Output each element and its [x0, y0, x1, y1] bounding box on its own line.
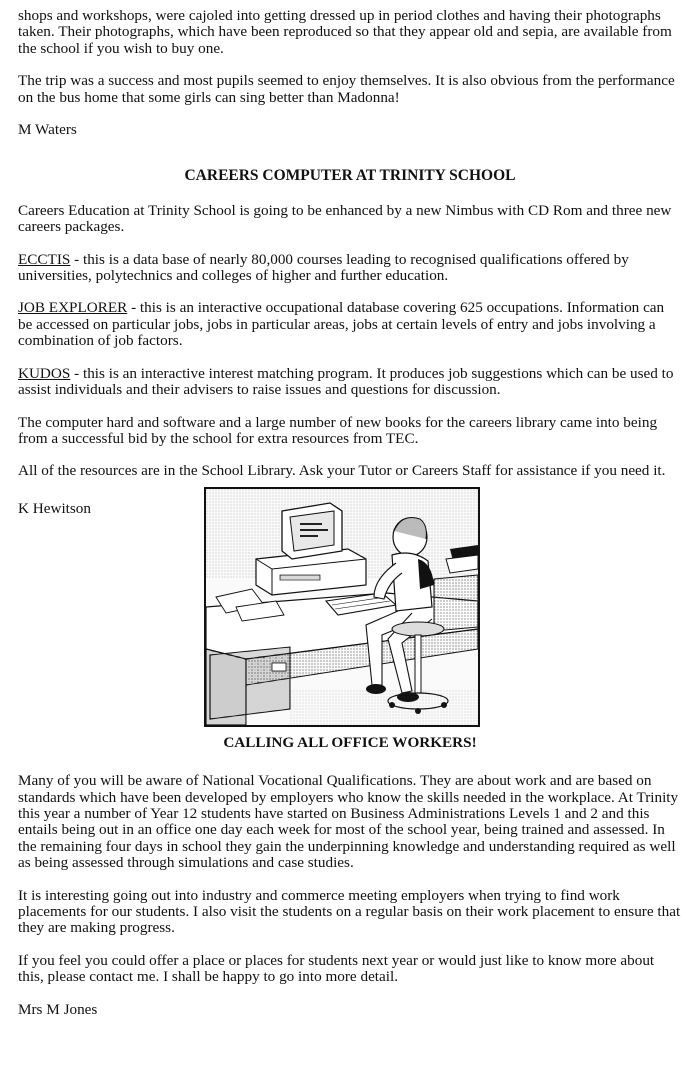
- signature-k-hewitson: K Hewitson: [18, 499, 91, 517]
- package-name: JOB EXPLORER: [18, 299, 128, 317]
- office-paragraph-2: It is interesting going out into industry and commerce meeting employers when trying to find work placements for our students. I also visit the students on a regular basis on their work placement to ensure that they are making progress.: [18, 886, 681, 937]
- package-name: KUDOS: [18, 364, 71, 382]
- package-ecctis: [18, 252, 682, 285]
- trip-paragraph-1: shops and workshops, were cajoled into getting dressed up in period clothes and having their photographs taken. Their photographs, which have been reproduced so that they appear old and sepia, are available from the school if you wish to buy one.: [18, 7, 672, 57]
- careers-intro: Careers Education at Trinity School is going to be enhanced by a new Nimbus with CD Rom and three new careers packages.: [18, 201, 672, 236]
- trip-paragraph-2: The trip was a success and most pupils seemed to enjoy themselves. It is also obvious from the performance on the bus home that some girls can sing better than Madonna!: [18, 72, 675, 106]
- signature-m-waters: M Waters: [18, 121, 77, 139]
- package-description: - this is a data base of nearly 80,000 courses leading to recognised qualifications offered by universities, polytechnics and colleges of higher and further education.: [18, 250, 629, 285]
- package-kudos: [18, 366, 682, 399]
- student-at-computer-drawing: [206, 489, 478, 725]
- careers-resources: All of the resources are in the School Library. Ask your Tutor or Careers Staff for assistance if you need it.: [18, 462, 666, 480]
- office-paragraph-3: If you feel you could offer a place or places for students next year or would just like to know more about this, please contact me. I shall be happy to go into more detail.: [18, 951, 655, 986]
- office-paragraph-1: Many of you will be aware of National Vocational Qualifications. They are about work and are based on standards which have been developed by employers who know the skills needed in the workplace. At Trinity this year a number of Year 12 students have started on Business Administrations Levels 1 and 2 and this entails being out in an office one day each week for most of the school year, being trained and assessed. In the remaining four days in school they gain the underpinning knowledge and understanding required as well as being assessed through simulations and case studies.: [18, 772, 679, 872]
- signature-and-illustration: [18, 487, 682, 727]
- newsletter-page: [18, 8, 682, 1034]
- careers-funding: The computer hard and software and a large number of new books for the careers library came into being from a successful bid by the school for extra resources from TEC.: [18, 413, 658, 447]
- signature-mrs-m-jones: Mrs M Jones: [18, 1000, 98, 1018]
- computer-user-illustration: [204, 487, 480, 727]
- package-job-explorer: [18, 300, 682, 349]
- package-name: ECCTIS: [18, 250, 71, 268]
- package-description: - this is an interactive occupational database covering 625 occupations. Information can be accessed on particular jobs, jobs in particular areas, jobs at certain levels of entry and jobs involving a combination of job factors.: [18, 299, 665, 350]
- package-description: - this is an interactive interest matching program. It produces job suggestions which can be used to assist individuals and their advisers to raise issues and questions for discussion.: [18, 364, 674, 399]
- office-workers-heading: CALLING ALL OFFICE WORKERS!: [223, 733, 477, 751]
- careers-heading: CAREERS COMPUTER AT TRINITY SCHOOL: [184, 167, 516, 185]
